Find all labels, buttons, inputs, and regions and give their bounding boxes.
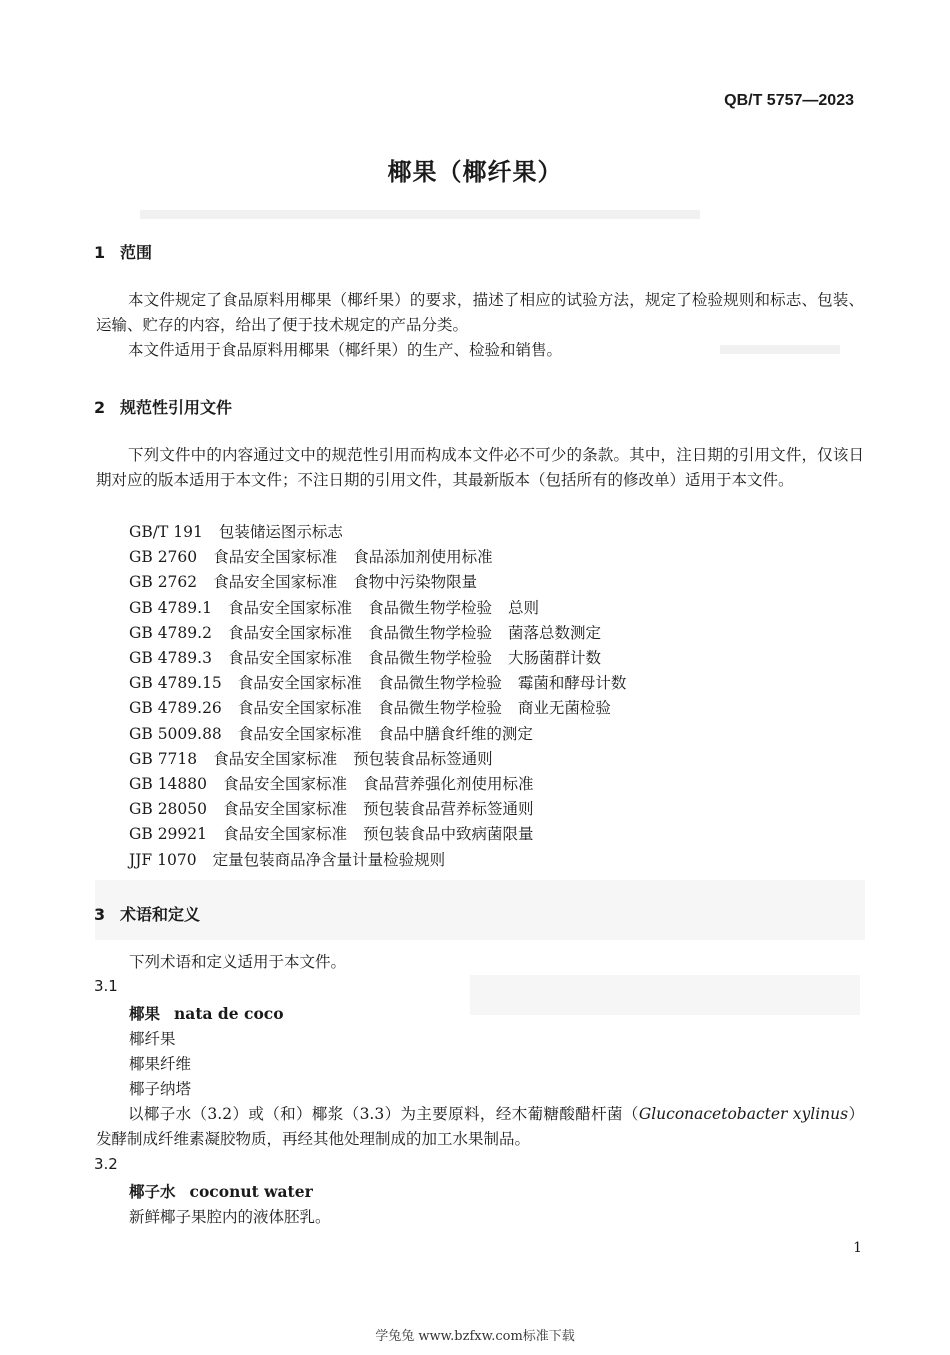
reference-title-part: 食品安全国家标准 xyxy=(223,825,348,844)
reference-item xyxy=(129,822,550,844)
reference-item xyxy=(129,671,642,693)
reference-title-part: 食品微生物学检验 xyxy=(367,598,492,617)
term-en: coconut water xyxy=(189,1182,313,1201)
reference-title-part: 大肠菌群计数 xyxy=(507,649,601,667)
reference-item xyxy=(129,545,509,567)
term-definition: 新鲜椰子果腔内的液体胚乳。 xyxy=(129,1208,331,1226)
reference-title-part: 食物中污染物限量 xyxy=(353,573,478,592)
reference-code: GB 29921 xyxy=(129,825,208,844)
reference-title-part: 包装储运图示标志 xyxy=(218,523,343,541)
reference-code: GB 4789.26 xyxy=(129,699,222,718)
reference-title-part: 食品营养强化剂使用标准 xyxy=(363,775,534,793)
reference-item xyxy=(129,797,550,819)
term-zh: 椰子水 xyxy=(129,1183,176,1201)
footer-watermark: 学兔兔 www.bzfxw.com标准下载 xyxy=(375,1329,575,1344)
organism-name: Gluconacetobacter xylinus xyxy=(638,1105,849,1123)
terms-intro: 下列术语和定义适用于本文件。 xyxy=(129,953,347,971)
section-title: 规范性引用文件 xyxy=(120,398,233,417)
reference-code: GB 4789.1 xyxy=(129,598,212,617)
reference-title-part: 预包装食品营养标签通则 xyxy=(363,800,534,819)
reference-code: GB 4789.2 xyxy=(129,623,212,642)
definition-text: ）发酵制成纤维素凝胶物质，再经其他处理制成的加工水果制品。 xyxy=(96,1105,864,1148)
reference-title-part: 霉菌和酵母计数 xyxy=(517,674,627,693)
reference-title-part: 食品安全国家标准 xyxy=(227,598,352,617)
term-heading xyxy=(129,1002,284,1024)
reference-code: GB 2762 xyxy=(129,573,198,592)
reference-item xyxy=(129,520,359,542)
reference-code: GB 7718 xyxy=(129,749,198,768)
reference-title-part: 菌落总数测定 xyxy=(507,623,601,642)
reference-title-part: 食品安全国家标准 xyxy=(213,573,338,592)
definition-text: 以椰子水（3.2）或（和）椰浆（3.3）为主要原料，经木葡糖酸醋杆菌（ xyxy=(128,1105,639,1123)
reference-title-part: 食品安全国家标准 xyxy=(227,623,352,642)
reference-code: GB 4789.3 xyxy=(129,649,212,667)
scope-paragraph: 本文件规定了食品原料用椰果（椰纤果）的要求，描述了相应的试验方法，规定了检验规则和标志、包装、运输、贮存的内容，给出了便于技术规定的产品分类。 xyxy=(96,291,864,334)
reference-title-part: 食品添加剂使用标准 xyxy=(353,548,493,567)
reference-code: GB/T 191 xyxy=(129,523,203,541)
reference-title-part: 总则 xyxy=(507,598,539,617)
refs-intro-paragraph: 下列文件中的内容通过文中的规范性引用而构成本文件必不可少的条款。其中，注日期的引用文件，仅该日期对应的版本适用于本文件；不注日期的引用文件，其最新版本（包括所有的修改单）适用于本文件。 xyxy=(96,446,864,489)
section-scope-heading xyxy=(94,240,152,263)
term-number: 3.2 xyxy=(94,1155,118,1173)
reference-title-part: 食品安全国家标准 xyxy=(227,649,352,667)
reference-title-part: 食品中膳食纤维的测定 xyxy=(377,724,533,743)
reference-item xyxy=(129,848,461,870)
reference-title-part: 食品安全国家标准 xyxy=(223,775,348,793)
page-number: 1 xyxy=(853,1240,862,1256)
bleed-through-mark xyxy=(95,880,865,940)
reference-title-part: 商业无菌检验 xyxy=(517,699,611,718)
reference-item xyxy=(129,596,555,618)
reference-title-part: 食品微生物学检验 xyxy=(367,623,492,642)
document-title: 椰果（椰纤果） xyxy=(387,158,563,186)
reference-code: GB 5009.88 xyxy=(129,724,222,743)
reference-code: GB 2760 xyxy=(129,548,198,567)
reference-item xyxy=(129,772,550,794)
reference-title-part: 预包装食品标签通则 xyxy=(353,749,493,768)
reference-title-part: 食品安全国家标准 xyxy=(237,724,362,743)
reference-code: GB 28050 xyxy=(129,800,208,819)
reference-item xyxy=(129,696,627,718)
reference-title-part: 预包装食品中致病菌限量 xyxy=(363,825,534,844)
term-synonym: 椰子纳塔 xyxy=(129,1080,192,1098)
reference-item xyxy=(129,747,509,769)
term-heading xyxy=(129,1180,313,1202)
section-terms-heading xyxy=(94,902,200,925)
section-number: 1 xyxy=(94,243,106,262)
scope-paragraph: 本文件适用于食品原料用椰果（椰纤果）的生产、检验和销售。 xyxy=(128,341,563,359)
standard-code: QB/T 5757—2023 xyxy=(724,92,854,109)
bleed-through-mark xyxy=(470,975,860,1015)
section-number: 2 xyxy=(94,398,106,417)
section-refs-heading xyxy=(94,395,232,418)
reference-item xyxy=(129,722,549,744)
reference-title-part: 食品微生物学检验 xyxy=(377,674,502,693)
section-number: 3 xyxy=(94,905,106,924)
reference-code: GB 4789.15 xyxy=(129,674,222,693)
reference-title-part: 食品安全国家标准 xyxy=(213,749,338,768)
term-definition xyxy=(96,1102,864,1152)
reference-code: JJF 1070 xyxy=(129,850,197,869)
reference-title-part: 定量包装商品净含量计量检验规则 xyxy=(212,850,446,869)
term-en: nata de coco xyxy=(174,1004,284,1023)
bleed-through-mark xyxy=(140,210,700,219)
reference-title-part: 食品安全国家标准 xyxy=(213,548,338,567)
reference-item xyxy=(129,646,617,668)
section-title: 范围 xyxy=(120,243,153,262)
reference-title-part: 食品微生物学检验 xyxy=(377,699,502,718)
reference-title-part: 食品微生物学检验 xyxy=(367,649,492,667)
term-zh: 椰果 xyxy=(129,1005,161,1023)
reference-title-part: 食品安全国家标准 xyxy=(237,699,362,718)
reference-item xyxy=(129,570,493,592)
term-number: 3.1 xyxy=(94,977,118,995)
reference-item xyxy=(129,621,617,643)
term-synonym: 椰果纤维 xyxy=(129,1055,192,1073)
term-synonym: 椰纤果 xyxy=(129,1030,176,1048)
reference-title-part: 食品安全国家标准 xyxy=(223,800,348,819)
reference-title-part: 食品安全国家标准 xyxy=(237,674,362,693)
reference-code: GB 14880 xyxy=(129,775,208,793)
section-title: 术语和定义 xyxy=(120,905,201,924)
